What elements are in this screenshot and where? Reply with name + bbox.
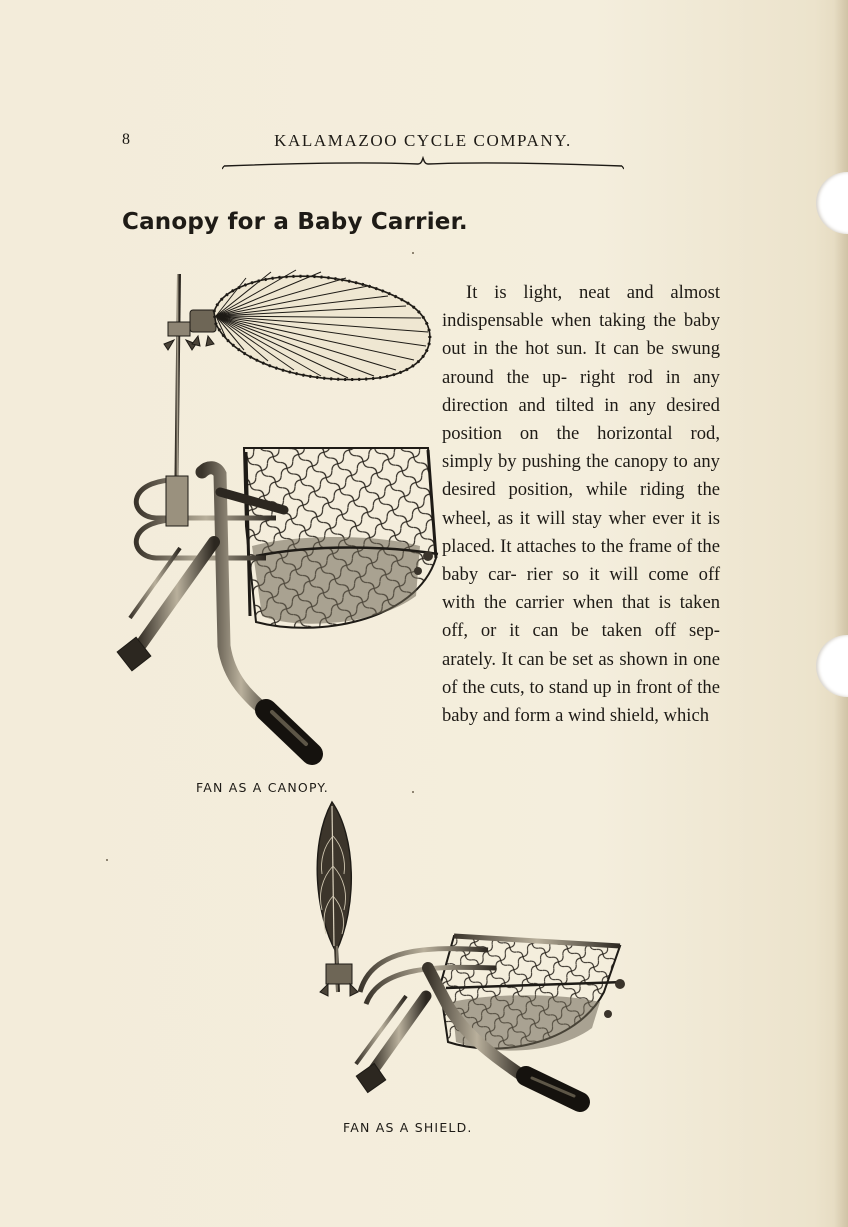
body-line: to the frame of the baby car- [442,535,720,586]
fan-shield-illustration [196,796,636,1116]
body-line: off, or it can be taken off sep- [442,620,720,642]
body-line: baby out in the hot sun. It [442,310,720,360]
paper-speck [412,252,414,254]
paper-speck [106,859,108,861]
thumb-index-notch-lower [816,635,848,697]
body-line: rier so it will come off with [442,564,721,614]
body-line: on the horizontal rod, simply [442,423,720,473]
paper-speck [412,791,414,793]
body-line: desired position, while riding [442,479,685,501]
body-line: tilted in any desired position [442,394,720,445]
body-line: arately. It can be set as [442,648,614,670]
body-line: shown in one of the cuts, to [442,648,720,698]
fan-canopy-illustration [116,266,446,776]
header-rule-ornament [222,156,624,174]
running-head: KALAMAZOO CYCLE COMPANY. [274,131,572,150]
body-line: right rod in any direction and [442,366,720,416]
body-line: ever it is placed. It attaches [442,507,721,557]
body-line: stand up in front of the baby [442,676,720,727]
thumb-index-notch-upper [816,172,848,234]
body-line: can be swung around the up- [442,338,720,388]
body-line: by pushing the canopy to any [497,451,720,473]
page-number: 8 [122,131,131,148]
body-line: and form a wind shield, which [482,705,709,727]
article-body [442,279,720,730]
body-line: indispensable when taking the [442,310,677,332]
figure-caption-canopy: FAN AS A CANOPY. [196,780,329,795]
body-line: It is light, neat and almost [466,282,720,303]
article-title: Canopy for a Baby Carrier. [122,209,468,235]
figure-caption-shield: FAN AS A SHIELD. [343,1120,473,1135]
body-line: the carrier when that is taken [483,592,721,614]
body-line: the wheel, as it will stay wher [442,479,720,529]
